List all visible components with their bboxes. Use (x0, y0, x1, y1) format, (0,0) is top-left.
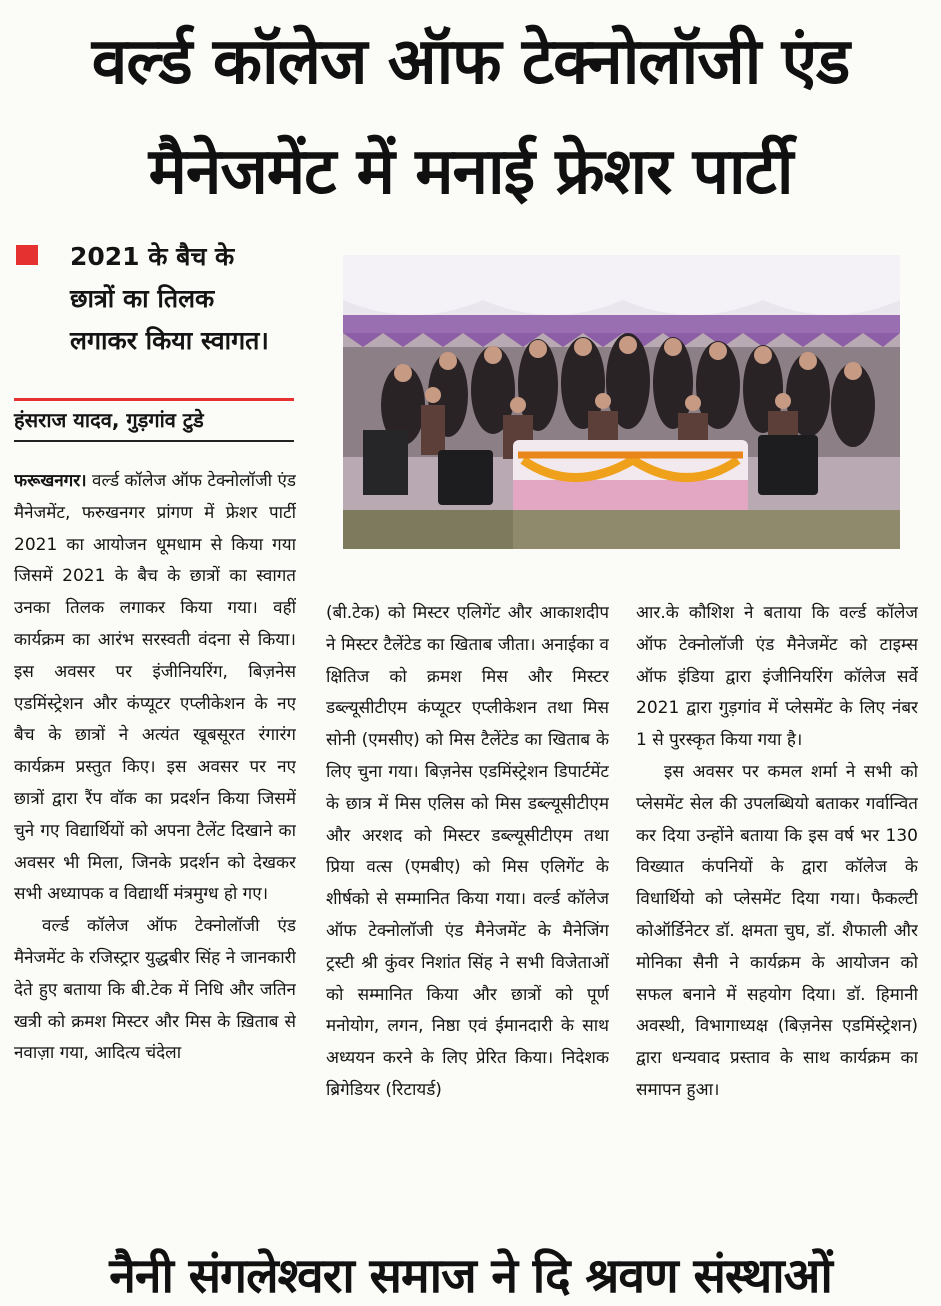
article-paragraph (14, 466, 296, 911)
next-article-headline-partial: नैनी संगलेश्वरा समाज ने दि श्रवण संस्थाओं (109, 1248, 832, 1304)
article-column-2 (326, 598, 609, 1256)
paragraph-text: वर्ल्ड कॉलेज ऑफ टेक्नोलॉजी एंड मैनेजमेंट, फरुखनगर प्रांगण में फ्रेशर पार्टी 2021 का आयोजन धूमधाम से किया गया जिसमें 2021 के बैच के छात्रों का स्वागत उनका तिलक लगाकर किया गया। वहीं कार्यक्रम का आरंभ सरस्वती वंदना से किया। इस अवसर पर इंजीनियरिंग, बिज़नेस एडमिंस्ट्रेशन और कंप्यूटर एप्लीकेशन के नए बैच के छात्रों ने अत्यंत खूबसूरत रंगारंग कार्यक्रम प्रस्तुत किए। इस अवसर पर नए छात्रों द्वारा रैंप वॉक का प्रदर्शन किया जिसमें चुने गए विद्यार्थियों को अपना टैलेंट दिखाने का अवसर भी मिला, जिनके प्रदर्शन को देखकर सभी अध्यापक व विद्यार्थी मंत्रमुग्ध हो गए। (14, 471, 296, 905)
group-photo-illustration (343, 255, 900, 549)
headline-line-1: वर्ल्ड कॉलेज ऑफ टेक्नोलॉजी एंड (91, 25, 850, 99)
dateline: फरूखनगर। (14, 471, 87, 491)
article-column-3 (636, 598, 918, 1256)
article-column-1 (14, 466, 296, 1256)
article-paragraph: वर्ल्ड कॉलेज ऑफ टेक्नोलॉजी एंड मैनेजमेंट के रजिस्ट्रार युद्धबीर सिंह ने जानकारी देते हुए बताया कि बी.टेक में निधि और जतिन खत्री को क्रमश मिस्टर और मिस के ख़िताब से नवाज़ा गया, आदित्य चंदेला (14, 916, 296, 1064)
event-photo (343, 255, 900, 549)
byline-divider (14, 440, 294, 442)
headline-line-2: मैनेजमेंट में मनाई फ्रेशर पार्टी (148, 135, 793, 209)
article-paragraph: इस अवसर पर कमल शर्मा ने सभी को प्लेसमेंट सेल की उपलब्धियो बताकर गर्वान्वित कर दिया उन्होंने बताया कि इस वर्ष भर 130 विख्यात कंपनियों के द्वारा कॉलेज के विधार्थियो को प्लेसमेंट दिया गया। फैकल्टी कोऑर्डिनेटर डॉ. क्षमता चुघ, डॉ. शैफाली और मोनिका सैनी ने कार्यक्रम के आयोजन को सफल बनाने में सहयोग दिया। डॉ. हिमानी अवस्थी, विभागाध्यक्ष (बिज़नेस एडमिंस्ट्रेशन) द्वारा धन्यवाद प्रस्ताव के साथ कार्यक्रम का समापन हुआ। (636, 761, 918, 1100)
article-paragraph: आर.के कौशिश ने बताया कि वर्ल्ड कॉलेज ऑफ टेक्नोलॉजी एंड मैनेजमेंट को टाइम्स ऑफ इंडिया द्वारा इंजीनियरिंग कॉलेज सर्वे 2021 द्वारा गुड़गांव में प्लेसमेंट के लिए नंबर 1 से पुरस्कृत किया गया है। (636, 603, 918, 751)
kicker-divider (14, 398, 294, 401)
kicker-subheadline: 2021 के बैच के छात्रों का तिलक लगाकर किया स्वागत। (70, 242, 269, 355)
article-paragraph: (बी.टेक) को मिस्टर एलिगेंट और आकाशदीप ने मिस्टर टैलेंटेड का खिताब जीता। अनाईका व क्षितिज को क्रमश मिस और मिस्टर डब्ल्यूसीटीएम कंप्यूटर एप्लीकेशन तथा मिस सोनी (एमसीए) को मिस टैलेंटेड का खिताब के लिए चुना गया। बिज़नेस एडमिंस्ट्रेशन डिपार्टमेंट के छात्र में मिस एलिस को मिस डब्ल्यूसीटीएम और अरशद को मिस्टर डब्ल्यूसीटीएम तथा प्रिया वत्स (एमबीए) को मिस एलिगेंट के शीर्षको से सम्मानित किया गया। वर्ल्ड कॉलेज ऑफ टेक्नोलॉजी एंड मैनेजमेंट के मैनेजिंग ट्रस्टी श्री कुंवर निशांत सिंह ने सभी विजेताओं को सम्मानित किया और छात्रों को पूर्ण मनोयोग, लगन, निष्ठा एवं ईमानदारी के साथ अध्ययन करने के लिए प्रेरित किया। निदेशक ब्रिगेडियर (रिटायर्ड) (326, 603, 609, 1100)
byline: हंसराज यादव, गुड़गांव टुडे (14, 408, 204, 432)
red-bullet-marker (16, 245, 38, 265)
